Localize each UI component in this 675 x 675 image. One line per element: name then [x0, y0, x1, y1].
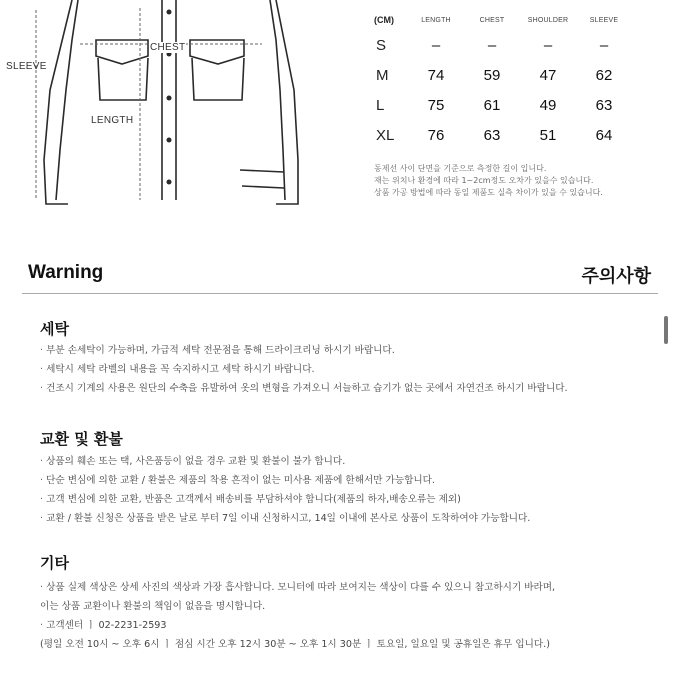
size-value: 62	[595, 66, 613, 84]
sleeve-header: SLEEVE	[589, 16, 619, 24]
size-value: 74	[427, 66, 445, 84]
list-item: · 부분 손세탁이 가능하며, 가급적 세탁 전문점을 통해 드라이크리닝 하시기 바랍니다.	[40, 341, 568, 360]
business-hours: (평일 오전 10시 ~ 오후 6시 ㅣ 점심 시간 오후 12시 30분 ~ 오후 1시 30분 ㅣ 토요일, 일요일 및 공휴일은 휴무 입니다.)	[40, 639, 550, 650]
size-value: –	[543, 36, 553, 54]
size-value: –	[487, 36, 497, 54]
size-label: L	[376, 96, 385, 114]
size-value: 63	[483, 126, 501, 144]
list-item: · 교환 / 환불 신청은 상품을 받은 날로 부터 7일 이내 신청하시고, 14일 이내에 본사로 상품이 도착하여야 가능합니다.	[40, 509, 530, 528]
scrollbar-thumb[interactable]	[664, 316, 668, 344]
size-row-xl	[366, 120, 636, 150]
warning-title-korean: 주의사항	[581, 266, 651, 287]
sleeve-label: SLEEVE	[6, 61, 47, 72]
size-value: 49	[539, 96, 557, 114]
laundry-list	[40, 341, 568, 398]
length-header: LENGTH	[421, 16, 451, 24]
list-item: · 상품의 훼손 또는 택, 사은품등이 없을 경우 교환 및 환불이 불가 합니다.	[40, 452, 530, 471]
size-value: –	[599, 36, 609, 54]
size-value: 75	[427, 96, 445, 114]
warning-title: Warning	[28, 262, 104, 283]
size-value: 61	[483, 96, 501, 114]
section-title-exchange: 교환 및 환불	[40, 430, 123, 448]
size-value: 64	[595, 126, 613, 144]
list-item: · 단순 변심에 의한 교환 / 환불은 제품의 착용 흔적이 없는 미사용 제품에 한해서만 가능합니다.	[40, 471, 530, 490]
size-value: 47	[539, 66, 557, 84]
size-value: 63	[595, 96, 613, 114]
measurement-notes	[374, 163, 603, 199]
etc-list	[40, 578, 555, 654]
size-label: XL	[376, 126, 395, 144]
jacket-size-diagram	[0, 0, 330, 220]
list-item-continued: 이는 상품 교환이나 환불의 책임이 없음을 명시합니다.	[40, 601, 266, 612]
size-value: 59	[483, 66, 501, 84]
length-label: LENGTH	[91, 115, 134, 126]
note-line: 재는 위치나 환경에 따라 1~2cm정도 오차가 있을수 있습니다.	[374, 176, 594, 185]
size-row-s	[366, 30, 636, 60]
note-line: 상품 가공 방법에 따라 동일 제품도 실측 차이가 있을 수 있습니다.	[374, 188, 603, 197]
size-label: S	[376, 36, 387, 54]
list-item: · 고객 변심에 의한 교환, 반품은 고객께서 배송비를 부담하셔야 합니다(제품의 하자,배송오류는 제외)	[40, 490, 530, 509]
customer-center: · 고객센터 ㅣ 02-2231-2593	[40, 616, 555, 635]
size-value: 51	[539, 126, 557, 144]
size-row-m	[366, 60, 636, 90]
warning-divider	[22, 293, 658, 294]
size-label: M	[376, 66, 389, 84]
size-row-l	[366, 90, 636, 120]
chest-header: CHEST	[479, 16, 505, 24]
list-item: · 세탁시 세탁 라벨의 내용을 꼭 숙지하시고 세탁 하시기 바랍니다.	[40, 360, 568, 379]
list-item: · 상품 실제 색상은 상세 사진의 색상과 가장 흡사합니다. 모니터에 따라 보여지는 색상이 다를 수 있으니 참고하시기 바라며,	[40, 578, 555, 597]
section-title-etc: 기타	[40, 554, 69, 572]
section-title-laundry: 세탁	[40, 320, 69, 338]
jacket-outline-drawing	[0, 0, 330, 220]
list-item: · 건조시 기계의 사용은 원단의 수축을 유발하여 옷의 변형을 가져오니 서늘하고 습기가 없는 곳에서 자연건조 하시기 바랍니다.	[40, 379, 568, 398]
size-table	[366, 10, 636, 150]
note-line: 동제선 사이 단면을 기준으로 측정한 길이 입니다.	[374, 164, 547, 173]
exchange-list	[40, 452, 530, 528]
chest-label: CHEST	[150, 42, 186, 53]
unit-header: (CM)	[374, 15, 394, 25]
size-table-header	[366, 10, 636, 30]
size-value: –	[431, 36, 441, 54]
shoulder-header: SHOULDER	[527, 16, 569, 24]
size-value: 76	[427, 126, 445, 144]
